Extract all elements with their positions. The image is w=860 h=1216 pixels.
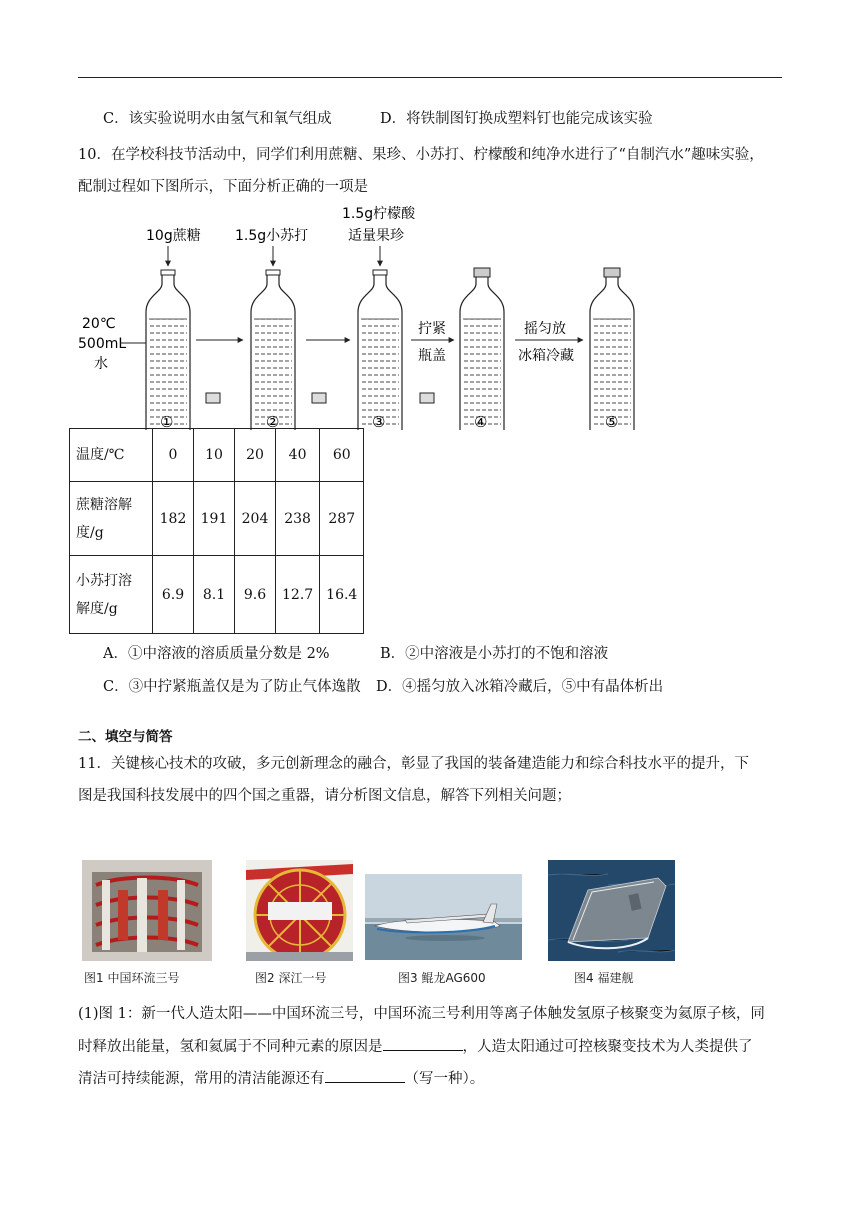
q11-sub1-line3-part2: （写一种）。 bbox=[404, 1071, 485, 1087]
bottle-number-1: ① bbox=[160, 413, 174, 430]
table-cell bbox=[70, 556, 153, 634]
bottle-number-5: ⑤ bbox=[605, 413, 619, 430]
table-cell: 10 bbox=[194, 429, 235, 482]
table-cell: 238 bbox=[276, 482, 320, 556]
label-cap-step-2: 瓶盖 bbox=[418, 348, 446, 364]
answer-blank-1[interactable] bbox=[383, 1036, 463, 1051]
label-citric-1: 1.5g柠檬酸 bbox=[342, 206, 416, 222]
q11-stem-line1: 11．关键核心技术的攻破，多元创新理念的融合，彰显了我国的装备建造能力和综合科技水平的提升，下 bbox=[78, 756, 749, 772]
label-water-temp: 20℃ bbox=[82, 316, 116, 332]
q11-sub1-line1: (1)图 1：新一代人造太阳——中国环流三号，中国环流三号利用等离子体触发氢原子核聚变为氦原子核，同 bbox=[78, 1006, 765, 1022]
cap-2 bbox=[312, 393, 326, 403]
photo-ag600 bbox=[365, 874, 522, 960]
caption-fig2: 图2 深江一号 bbox=[255, 971, 327, 985]
table-cell: 6.9 bbox=[153, 556, 194, 634]
bottle-4 bbox=[460, 268, 504, 430]
caption-fig4: 图4 福建舰 bbox=[574, 971, 634, 985]
table-cell: 40 bbox=[276, 429, 320, 482]
row-label-line2: 度/g bbox=[76, 524, 104, 541]
table-cell: 182 bbox=[153, 482, 194, 556]
table-cell: 191 bbox=[194, 482, 235, 556]
q10-stem-line1: 10．在学校科技节活动中，同学们利用蔗糖、果珍、小苏打、柠檬酸和纯净水进行了“自制汽水”趣味实验， bbox=[78, 147, 764, 163]
cap-1 bbox=[206, 393, 220, 403]
row-label-line1: 小苏打溶 bbox=[76, 572, 132, 589]
table-cell: 204 bbox=[235, 482, 276, 556]
table-cell bbox=[70, 482, 153, 556]
table-cell: 60 bbox=[320, 429, 364, 482]
label-shake-step-2: 冰箱冷藏 bbox=[518, 348, 574, 364]
q11-stem-line2: 图是我国科技发展中的四个国之重器，请分析图文信息，解答下列相关问题； bbox=[78, 788, 571, 804]
bottle-number-2: ② bbox=[266, 413, 280, 430]
caption-fig1: 图1 中国环流三号 bbox=[84, 971, 180, 985]
label-water-volume: 500mL bbox=[78, 336, 127, 352]
q10-option-d: D．④摇匀放入冰箱冷藏后，⑤中有晶体析出 bbox=[376, 679, 664, 695]
table-row bbox=[70, 556, 364, 634]
table-row bbox=[70, 429, 364, 482]
label-soda: 1.5g小苏打 bbox=[235, 228, 309, 244]
q10-stem-line2: 配制过程如下图所示，下面分析正确的一项是 bbox=[78, 179, 368, 195]
bottle-1 bbox=[146, 270, 190, 430]
label-sugar: 10g蔗糖 bbox=[146, 228, 201, 244]
table-cell: 9.6 bbox=[235, 556, 276, 634]
bottle-number-3: ③ bbox=[372, 413, 386, 430]
bottle-number-4: ④ bbox=[474, 413, 488, 430]
q10-option-b: B．②中溶液是小苏打的不饱和溶液 bbox=[380, 646, 609, 662]
q11-sub1-line2 bbox=[78, 1036, 753, 1057]
bottle-2 bbox=[251, 270, 295, 430]
table-cell: 0 bbox=[153, 429, 194, 482]
bottle-5 bbox=[590, 268, 634, 430]
label-citric-2: 适量果珍 bbox=[348, 228, 404, 244]
label-water: 水 bbox=[94, 356, 108, 372]
row-label-line1: 蔗糖溶解 bbox=[76, 496, 132, 513]
q10-experiment-diagram bbox=[78, 200, 658, 430]
caption-fig3: 图3 鲲龙AG600 bbox=[398, 971, 486, 985]
q11-sub1-line2-part2: ，人造太阳通过可控核聚变技术为人类提供了 bbox=[462, 1039, 753, 1055]
photo-tbm bbox=[246, 860, 353, 961]
q11-sub1-line3-part1: 清洁可持续能源，常用的清洁能源还有 bbox=[78, 1071, 325, 1087]
label-shake-step-1: 摇匀放 bbox=[524, 321, 566, 337]
row-label-line2: 解度/g bbox=[76, 600, 118, 617]
cap-3 bbox=[420, 393, 434, 403]
q10-option-a: A．①中溶液的溶质质量分数是 2% bbox=[103, 646, 330, 662]
q11-sub1-line3 bbox=[78, 1068, 484, 1089]
table-cell: 20 bbox=[235, 429, 276, 482]
table-cell: 12.7 bbox=[276, 556, 320, 634]
solubility-table bbox=[69, 428, 364, 634]
table-cell: 8.1 bbox=[194, 556, 235, 634]
label-cap-step-1: 拧紧 bbox=[418, 321, 446, 337]
table-row bbox=[70, 482, 364, 556]
table-cell: 温度/℃ bbox=[70, 429, 153, 482]
photo-hl3-tokamak bbox=[82, 860, 212, 961]
q10-option-c: C．③中拧紧瓶盖仅是为了防止气体逸散 bbox=[103, 679, 361, 695]
q9-option-d: D．将铁制图钉换成塑料钉也能完成该实验 bbox=[380, 111, 653, 127]
bottle-3 bbox=[358, 270, 402, 430]
q11-sub1-line2-part1: 时释放出能量，氢和氦属于不同种元素的原因是 bbox=[78, 1039, 383, 1055]
header-rule bbox=[78, 77, 782, 78]
table-cell: 287 bbox=[320, 482, 364, 556]
answer-blank-2[interactable] bbox=[325, 1068, 405, 1083]
table-cell: 16.4 bbox=[320, 556, 364, 634]
q9-option-c: C．该实验说明水由氢气和氧气组成 bbox=[103, 111, 332, 127]
photo-fujian-carrier bbox=[548, 860, 675, 961]
section-title: 二、填空与简答 bbox=[78, 729, 173, 745]
